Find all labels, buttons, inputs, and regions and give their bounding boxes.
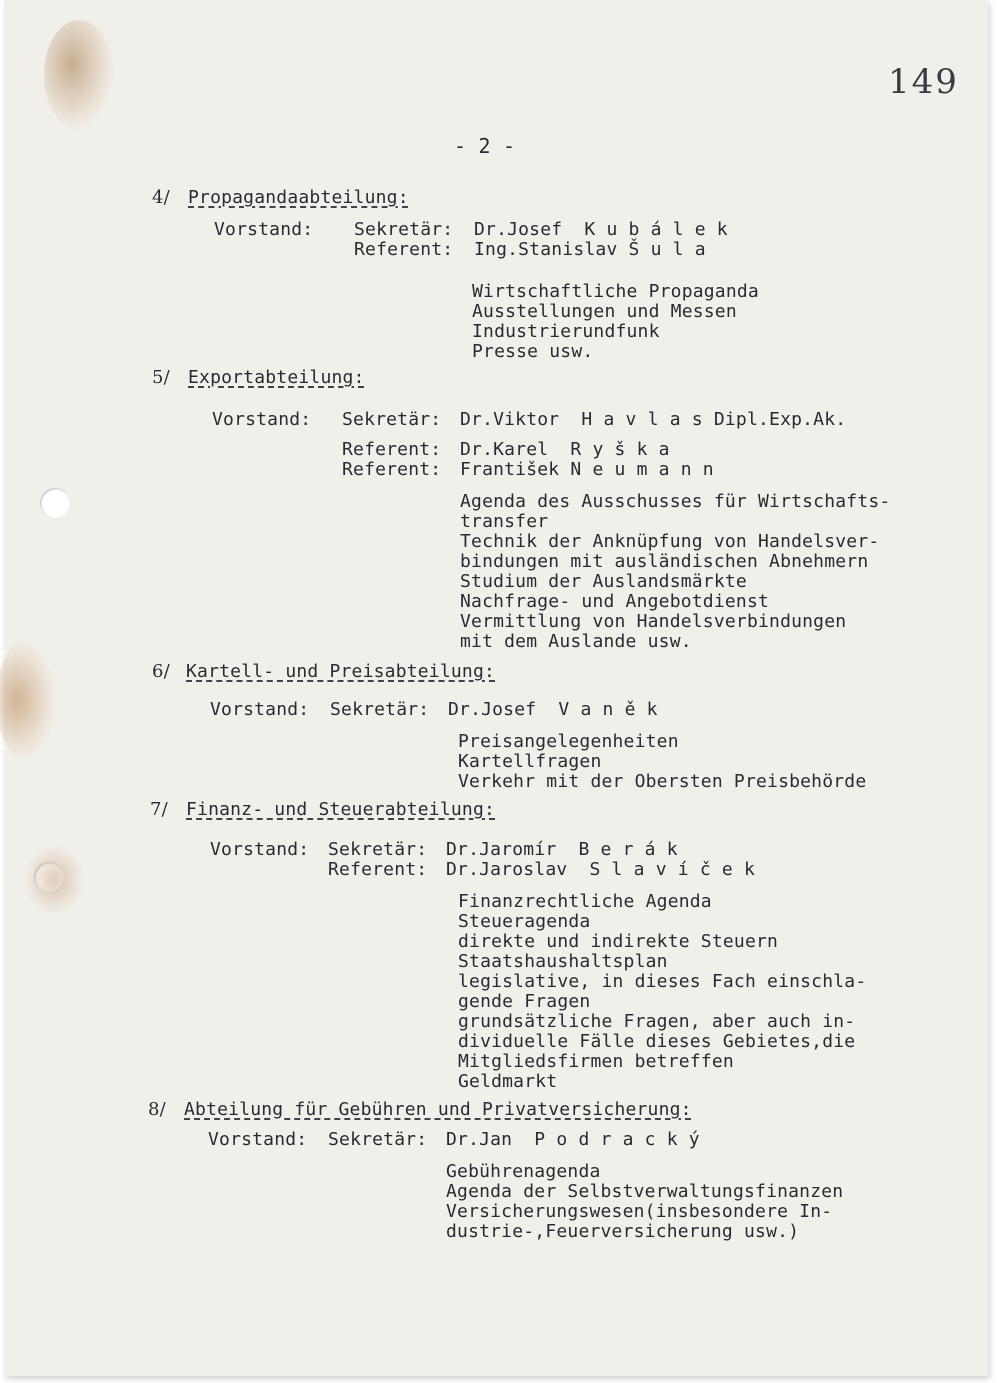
vorstand-label: Vorstand:: [210, 699, 310, 720]
duty-line: direkte und indirekte Steuern: [458, 931, 779, 952]
rust-stain-hole: [24, 845, 84, 915]
person-name: Dr.Viktor H a v l a s Dipl.Exp.Ak.: [460, 409, 847, 430]
person-role: Referent:: [342, 459, 442, 480]
person-name: Dr.Jaromír B e r á k: [446, 839, 678, 860]
person-role: Referent:: [328, 859, 428, 880]
person-role: Referent:: [354, 239, 454, 260]
duty-line: mit dem Auslande usw.: [460, 631, 692, 652]
duty-line: dividuelle Fälle dieses Gebietes,die: [458, 1031, 856, 1052]
section-number: 6/: [152, 661, 170, 682]
section-number: 7/: [150, 799, 168, 820]
person-name: Dr.Josef V a n ě k: [448, 699, 658, 720]
duty-line: Technik der Anknüpfung von Handelsver-: [460, 531, 880, 552]
rust-stain-left: [0, 640, 56, 760]
duty-line: Kartellfragen: [458, 751, 602, 772]
duty-line: Agenda des Ausschusses für Wirtschafts-: [460, 491, 891, 512]
document-page: [4, 0, 988, 1376]
vorstand-label: Vorstand:: [210, 839, 310, 860]
section-title: Finanz- und Steuerabteilung:: [186, 799, 496, 820]
person-name: Ing.Stanislav Š u l a: [474, 239, 706, 260]
person-role: Sekretär:: [354, 219, 454, 240]
punch-hole-top: [40, 488, 70, 518]
duty-line: grundsätzliche Fragen, aber auch in-: [458, 1011, 856, 1032]
page-marker: - 2 -: [454, 134, 516, 158]
person-role: Sekretär:: [342, 409, 442, 430]
duty-line: Gebührenagenda: [446, 1161, 601, 1182]
person-role: Sekretär:: [328, 839, 428, 860]
person-role: Referent:: [342, 439, 442, 460]
section-title: Abteilung für Gebühren und Privatversicherung:: [184, 1099, 692, 1120]
section-title: Propagandaabteilung:: [188, 187, 409, 208]
duty-line: Agenda der Selbstverwaltungsfinanzen: [446, 1181, 844, 1202]
duty-line: Vermittlung von Handelsverbindungen: [460, 611, 847, 632]
person-name: František N e u m a n n: [460, 459, 714, 480]
duty-line: Staatshaushaltsplan: [458, 951, 668, 972]
duty-line: Ausstellungen und Messen: [472, 301, 737, 322]
section-title: Exportabteilung:: [188, 367, 365, 388]
duty-line: Finanzrechtliche Agenda: [458, 891, 712, 912]
section-number: 8/: [148, 1099, 166, 1120]
duty-line: Steueragenda: [458, 911, 591, 932]
vorstand-label: Vorstand:: [214, 219, 314, 240]
vorstand-label: Vorstand:: [212, 409, 312, 430]
section-number: 5/: [152, 367, 170, 388]
person-role: Sekretär:: [330, 699, 430, 720]
duty-line: Nachfrage- und Angebotdienst: [460, 591, 770, 612]
duty-line: Geldmarkt: [458, 1071, 558, 1092]
duty-line: transfer: [460, 511, 549, 532]
duty-line: Studium der Auslandsmärkte: [460, 571, 747, 592]
duty-line: dustrie-,Feuerversicherung usw.): [446, 1221, 800, 1242]
duty-line: Industrierundfunk: [472, 321, 660, 342]
duty-line: bindungen mit ausländischen Abnehmern: [460, 551, 869, 572]
duty-line: legislative, in dieses Fach einschla-: [458, 971, 867, 992]
duty-line: Wirtschaftliche Propaganda: [472, 281, 759, 302]
rust-stain-top: [44, 20, 114, 130]
person-name: Dr.Karel R y š k a: [460, 439, 670, 460]
section-title: Kartell- und Preisabteilung:: [186, 661, 496, 682]
person-name: Dr.Jaroslav S l a v í č e k: [446, 859, 756, 880]
person-name: Dr.Josef K u b á l e k: [474, 219, 728, 240]
duty-line: Mitgliedsfirmen betreffen: [458, 1051, 734, 1072]
duty-line: Preisangelegenheiten: [458, 731, 679, 752]
duty-line: Presse usw.: [472, 341, 594, 362]
folio-number: 149: [888, 62, 959, 102]
duty-line: Versicherungswesen(insbesondere In-: [446, 1201, 833, 1222]
vorstand-label: Vorstand:: [208, 1129, 308, 1150]
section-number: 4/: [152, 187, 170, 208]
person-role: Sekretär:: [328, 1129, 428, 1150]
duty-line: Verkehr mit der Obersten Preisbehörde: [458, 771, 867, 792]
duty-line: gende Fragen: [458, 991, 591, 1012]
person-name: Dr.Jan P o d r a c k ý: [446, 1129, 700, 1150]
